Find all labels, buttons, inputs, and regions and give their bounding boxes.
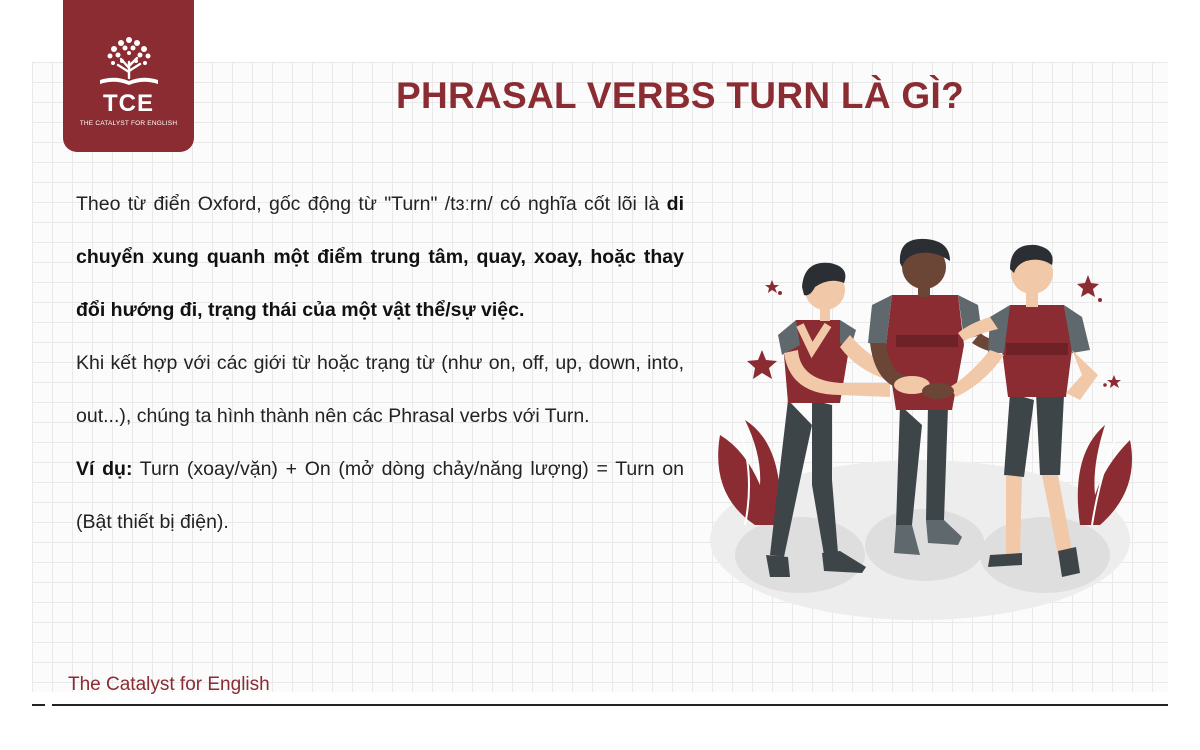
footer-dash: [32, 704, 45, 706]
page-title: PHRASAL VERBS TURN LÀ GÌ?: [395, 75, 964, 116]
tree-book-icon: [96, 34, 162, 90]
article-body: [76, 178, 684, 549]
footer-brand: The Catalyst for English: [68, 674, 270, 695]
definition-text: Theo từ điển Oxford, gốc động từ "Turn" /tɜːrn/ có nghĩa cốt lõi là: [76, 193, 667, 215]
logo-abbreviation: TCE: [103, 90, 154, 117]
footer-divider: [52, 704, 1168, 706]
teamwork-illustration: [700, 225, 1160, 645]
combination-paragraph: Khi kết hợp với các giới từ hoặc trạng từ (như on, off, up, down, into, out...), chúng ta hình thành nên các Phrasal verbs với Turn.: [76, 352, 684, 427]
definition-meaning: di chuyển xung quanh một điểm trung tâm, quay, xoay, hoặc thay đổi hướng đi, trạng thái của một vật thể/sự việc.: [76, 193, 684, 321]
brand-logo[interactable]: [63, 0, 194, 152]
logo-tagline: THE CATALYST FOR ENGLISH: [79, 120, 178, 127]
example-paragraph: [76, 443, 684, 549]
example-label: Ví dụ:: [76, 458, 133, 480]
definition-paragraph: [76, 178, 684, 337]
example-text: Turn (xoay/vặn) + On (mở dòng chảy/năng lượng) = Turn on (Bật thiết bị điện).: [76, 458, 684, 533]
